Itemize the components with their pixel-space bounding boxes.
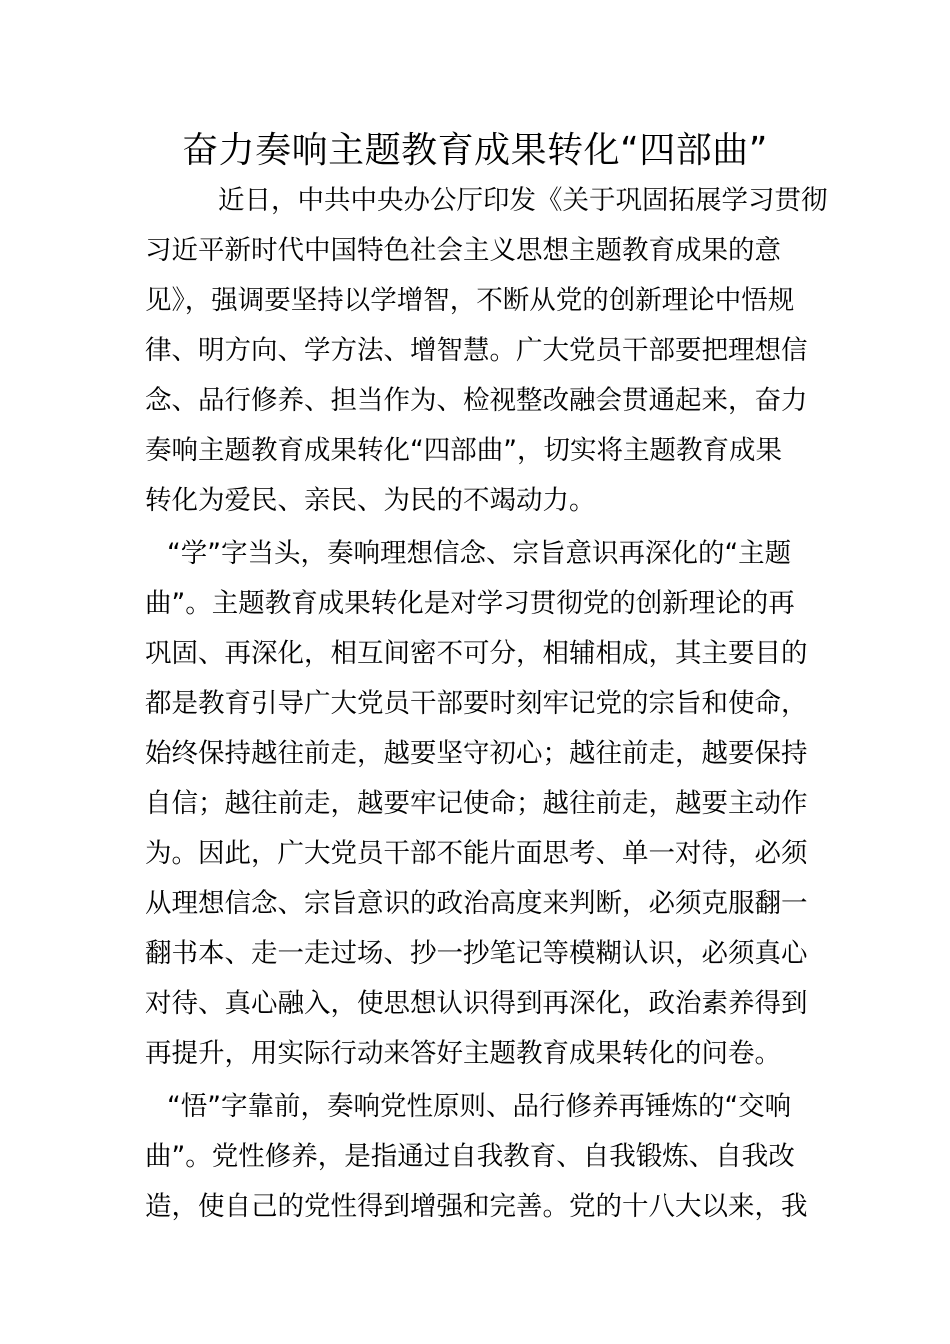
paragraph-line: 巩固、再深化，相互间密不可分，相辅相成，其主要目的	[145, 638, 808, 669]
paragraph-line: 律、明方向、学方法、增智慧。广大党员干部要把理想信	[145, 335, 808, 366]
paragraph-line: 始终保持越往前走，越要坚守初心；越往前走，越要保持	[145, 738, 808, 769]
paragraph-line: 再提升，用实际行动来答好主题教育成果转化的问卷。	[145, 1038, 781, 1069]
paragraph-line: 念、品行修养、担当作为、检视整改融会贯通起来，奋力	[145, 385, 808, 416]
paragraph-2	[145, 529, 811, 1079]
paragraph-line: “悟”字靠前，奏响党性原则、品行修养再锤炼的“交响	[167, 1091, 792, 1122]
paragraph-line: 自信；越往前走，越要牢记使命；越往前走，越要主动作	[145, 788, 808, 819]
paragraph-3	[145, 1082, 811, 1232]
paragraph-1	[145, 176, 828, 526]
paragraph-line: 习近平新时代中国特色社会主义思想主题教育成果的意	[145, 235, 781, 266]
paragraph-line: 见》，强调要坚持以学增智，不断从党的创新理论中悟规	[145, 285, 795, 316]
paragraph-line: 曲”。党性修养，是指通过自我教育、自我锻炼、自我改	[145, 1141, 795, 1172]
paragraph-line: 曲”。主题教育成果转化是对学习贯彻党的创新理论的再	[145, 588, 795, 619]
document-body	[145, 176, 828, 1235]
paragraph-line: 为。因此，广大党员干部不能片面思考、单一对待，必须	[145, 838, 808, 869]
paragraph-line: 翻书本、走一走过场、抄一抄笔记等模糊认识，必须真心	[145, 938, 808, 969]
paragraph-line: 转化为爱民、亲民、为民的不竭动力。	[145, 485, 596, 516]
paragraph-line: 近日，中共中央办公厅印发《关于巩固拓展学习贯彻	[218, 185, 828, 216]
paragraph-line: 从理想信念、宗旨意识的政治高度来判断，必须克服翻一	[145, 888, 808, 919]
paragraph-line: 对待、真心融入，使思想认识得到再深化，政治素养得到	[145, 988, 808, 1019]
paragraph-line: 都是教育引导广大党员干部要时刻牢记党的宗旨和使命，	[145, 688, 808, 719]
paragraph-line: 奏响主题教育成果转化“四部曲”，切实将主题教育成果	[145, 435, 782, 466]
paragraph-line: 造，使自己的党性得到增强和完善。党的十八大以来，我	[145, 1191, 808, 1222]
paragraph-line: “学”字当头，奏响理想信念、宗旨意识再深化的“主题	[167, 538, 792, 569]
document-title: 奋力奏响主题教育成果转化“四部曲”	[182, 130, 768, 171]
